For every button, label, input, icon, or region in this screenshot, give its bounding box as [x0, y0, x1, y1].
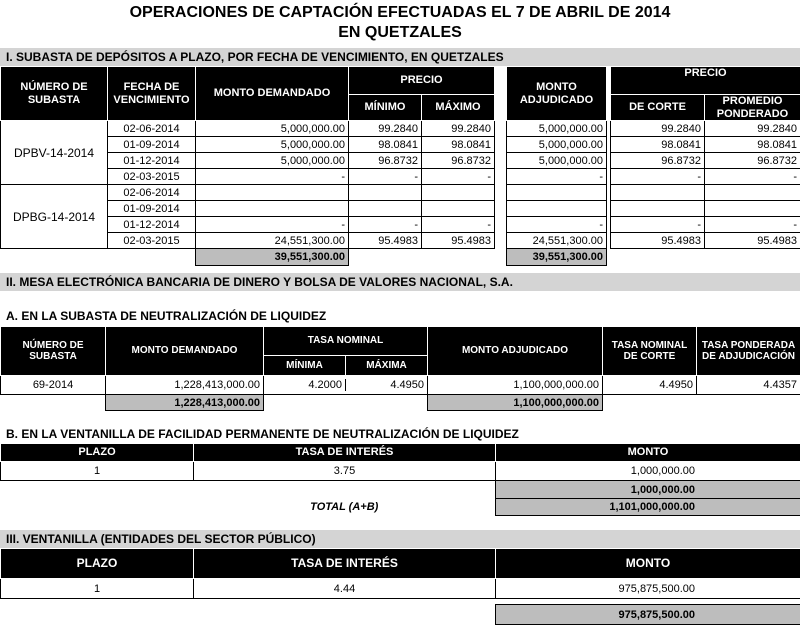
subasta-cell: 69-2014	[1, 376, 106, 395]
spacer	[264, 395, 428, 411]
spacer	[495, 137, 507, 153]
col-plazo: PLAZO	[1, 444, 194, 462]
total-monto: 975,875,500.00	[496, 605, 800, 625]
table-row	[1, 579, 800, 599]
subasta-name: DPBV-14-2014	[1, 121, 108, 185]
table-row	[1, 169, 800, 185]
total-adjudicado: 1,100,000,000.00	[428, 395, 603, 411]
promedio-cell: -	[705, 169, 800, 185]
demandado-cell	[196, 201, 349, 217]
spacer	[495, 233, 507, 249]
minimo-cell: 99.2840	[349, 121, 422, 137]
group-dpbg	[1, 185, 800, 249]
adjudicado-cell: -	[507, 217, 607, 233]
total-adjudicado: 39,551,300.00	[507, 249, 607, 266]
col-monto-demandado: MONTO DEMANDADO	[106, 327, 264, 376]
monto-cell: 975,875,500.00	[496, 579, 800, 599]
spacer	[495, 249, 507, 266]
fecha-cell: 02-03-2015	[108, 169, 196, 185]
page-subtitle: EN QUETZALES	[338, 24, 462, 41]
section-2b-heading: B. EN LA VENTANILLA DE FACILIDAD PERMANENTE DE NEUTRALIZACIÓN DE LIQUIDEZ	[6, 427, 519, 441]
demandado-cell: 24,551,300.00	[196, 233, 349, 249]
deposit-auction-table	[0, 66, 800, 266]
totals-row	[1, 395, 800, 411]
public-sector-window-table	[0, 548, 800, 625]
total-row	[1, 605, 800, 625]
col-de-corte: DE CORTE	[611, 95, 705, 121]
ponderada-cell: 4.4357	[697, 376, 800, 395]
spacer	[495, 185, 507, 201]
neutralization-auction-table	[0, 326, 800, 411]
col-tasa-ponderada: TASA PONDERADA DE ADJUDICACIÓN	[697, 327, 800, 376]
maxima-cell: 4.4950	[390, 379, 424, 391]
spacer	[194, 605, 496, 625]
adjudicado-cell: 5,000,000.00	[507, 153, 607, 169]
table-row	[1, 201, 800, 217]
demandado-cell: -	[196, 217, 349, 233]
spacer	[194, 481, 496, 499]
page-title: OPERACIONES DE CAPTACIÓN EFECTUADAS EL 7 DE ABRIL DE 2014	[129, 4, 671, 21]
demandado-cell: 5,000,000.00	[196, 153, 349, 169]
table-row	[1, 376, 800, 395]
tasa-cells	[264, 376, 428, 395]
subasta-name: DPBG-14-2014	[1, 185, 108, 249]
spacer	[422, 249, 495, 266]
section-2-heading: II. MESA ELECTRÓNICA BANCARIA DE DINERO Y BOLSA DE VALORES NACIONAL, S.A.	[0, 273, 800, 291]
plazo-cell: 1	[1, 462, 194, 481]
spacer	[697, 395, 800, 411]
minimo-cell: 96.8732	[349, 153, 422, 169]
total-demandado: 1,228,413,000.00	[106, 395, 264, 411]
tasa-cell: 3.75	[194, 462, 496, 481]
minima-cell: 4.2000	[264, 379, 346, 391]
col-maxima: MÁXIMA	[366, 360, 407, 371]
subtotal-row	[1, 481, 800, 499]
section-3-heading: III. VENTANILLA (ENTIDADES DEL SECTOR PÚBLICO)	[0, 530, 800, 548]
spacer	[495, 217, 507, 233]
maximo-cell: 98.0841	[422, 137, 495, 153]
col-tasa-nominal	[264, 327, 428, 376]
monto-cell: 1,000,000.00	[496, 462, 800, 481]
table-row	[1, 137, 800, 153]
col-minima: MÍNIMA	[264, 356, 346, 375]
corte-cell: -	[611, 169, 705, 185]
col-monto: MONTO	[496, 444, 800, 462]
spacer	[495, 201, 507, 217]
maximo-cell: -	[422, 217, 495, 233]
adjudicado-cell: -	[507, 169, 607, 185]
total-row	[1, 499, 800, 516]
corte-cell: 96.8732	[611, 153, 705, 169]
section-1-heading: I. SUBASTA DE DEPÓSITOS A PLAZO, POR FECHA DE VENCIMIENTO, EN QUETZALES	[0, 48, 800, 66]
spacer	[495, 67, 507, 121]
fecha-cell: 01-09-2014	[108, 137, 196, 153]
spacer	[495, 153, 507, 169]
spacer	[603, 395, 697, 411]
demandado-cell: -	[196, 169, 349, 185]
col-tasa: TASA DE INTERÉS	[194, 549, 496, 579]
section-2a-heading: A. EN LA SUBASTA DE NEUTRALIZACIÓN DE LIQUIDEZ	[6, 309, 327, 323]
spacer	[611, 249, 705, 266]
adjudicado-cell: 24,551,300.00	[507, 233, 607, 249]
maximo-cell	[422, 185, 495, 201]
total-demandado: 39,551,300.00	[196, 249, 349, 266]
maximo-cell: 96.8732	[422, 153, 495, 169]
minimo-cell: 98.0841	[349, 137, 422, 153]
corte-cell: 4.4950	[603, 376, 697, 395]
col-promedio-ponderado: PROMEDIO PONDERADO	[705, 95, 800, 121]
fecha-cell: 01-12-2014	[108, 153, 196, 169]
adjudicado-cell: 1,100,000,000.00	[428, 376, 603, 395]
col-precio-2: PRECIO	[611, 67, 800, 95]
promedio-cell	[705, 201, 800, 217]
col-minimo: MÍNIMO	[349, 95, 422, 121]
table-row	[1, 233, 800, 249]
col-tasa: TASA DE INTERÉS	[194, 444, 496, 462]
spacer	[705, 249, 800, 266]
total-monto: 1,101,000,000.00	[496, 499, 800, 516]
promedio-cell: -	[705, 217, 800, 233]
corte-cell: 95.4983	[611, 233, 705, 249]
col-tasa-corte: TASA NOMINAL DE CORTE	[603, 327, 697, 376]
spacer	[1, 481, 194, 499]
corte-cell	[611, 201, 705, 217]
col-monto-demandado: MONTO DEMANDADO	[196, 67, 349, 121]
fecha-cell: 02-06-2014	[108, 185, 196, 201]
subtotal-monto: 1,000,000.00	[496, 481, 800, 499]
corte-cell: 99.2840	[611, 121, 705, 137]
fecha-cell: 01-09-2014	[108, 201, 196, 217]
spacer	[1, 499, 194, 516]
table-row	[1, 217, 800, 233]
maximo-cell: 95.4983	[422, 233, 495, 249]
col-numero-subasta: NÚMERO DE SUBASTA	[1, 67, 108, 121]
promedio-cell: 96.8732	[705, 153, 800, 169]
facility-window-table	[0, 443, 800, 516]
minimo-cell: -	[349, 169, 422, 185]
col-fecha-vencimiento: FECHA DE VENCIMIENTO	[108, 67, 196, 121]
spacer	[1, 605, 194, 625]
col-precio: PRECIO	[349, 67, 495, 95]
spacer	[349, 249, 422, 266]
spacer	[495, 169, 507, 185]
promedio-cell: 98.0841	[705, 137, 800, 153]
col-plazo: PLAZO	[1, 549, 194, 579]
table-row	[1, 153, 800, 169]
minimo-cell	[349, 201, 422, 217]
total-label: TOTAL (A+B)	[310, 501, 379, 513]
adjudicado-cell	[507, 201, 607, 217]
spacer	[1, 395, 106, 411]
demandado-cell: 5,000,000.00	[196, 121, 349, 137]
col-maximo: MÁXIMO	[422, 95, 495, 121]
minimo-cell	[349, 185, 422, 201]
spacer	[495, 121, 507, 137]
corte-cell: 98.0841	[611, 137, 705, 153]
table-row	[1, 121, 800, 137]
promedio-cell	[705, 185, 800, 201]
tasa-nominal-label: TASA NOMINAL	[307, 335, 384, 346]
table-row	[1, 185, 800, 201]
fecha-cell: 02-03-2015	[108, 233, 196, 249]
corte-cell	[611, 185, 705, 201]
spacer	[1, 249, 108, 266]
spacer	[108, 249, 196, 266]
fecha-cell: 01-12-2014	[108, 217, 196, 233]
corte-cell: -	[611, 217, 705, 233]
group-dpbv	[1, 121, 800, 185]
plazo-cell: 1	[1, 579, 194, 599]
col-numero-subasta: NÚMERO DE SUBASTA	[1, 327, 106, 376]
col-monto: MONTO	[496, 549, 800, 579]
adjudicado-cell	[507, 185, 607, 201]
fecha-cell: 02-06-2014	[108, 121, 196, 137]
tasa-cell: 4.44	[194, 579, 496, 599]
demandado-cell: 1,228,413,000.00	[106, 376, 264, 395]
col-monto-adjudicado: MONTO ADJUDICADO	[507, 67, 607, 121]
demandado-cell: 5,000,000.00	[196, 137, 349, 153]
maximo-cell	[422, 201, 495, 217]
promedio-cell: 99.2840	[705, 121, 800, 137]
minimo-cell: 95.4983	[349, 233, 422, 249]
adjudicado-cell: 5,000,000.00	[507, 121, 607, 137]
promedio-cell: 95.4983	[705, 233, 800, 249]
totals-row	[1, 249, 800, 266]
demandado-cell	[196, 185, 349, 201]
adjudicado-cell: 5,000,000.00	[507, 137, 607, 153]
maximo-cell: 99.2840	[422, 121, 495, 137]
minimo-cell: -	[349, 217, 422, 233]
maximo-cell: -	[422, 169, 495, 185]
table-row	[1, 462, 800, 481]
col-monto-adjudicado: MONTO ADJUDICADO	[428, 327, 603, 376]
